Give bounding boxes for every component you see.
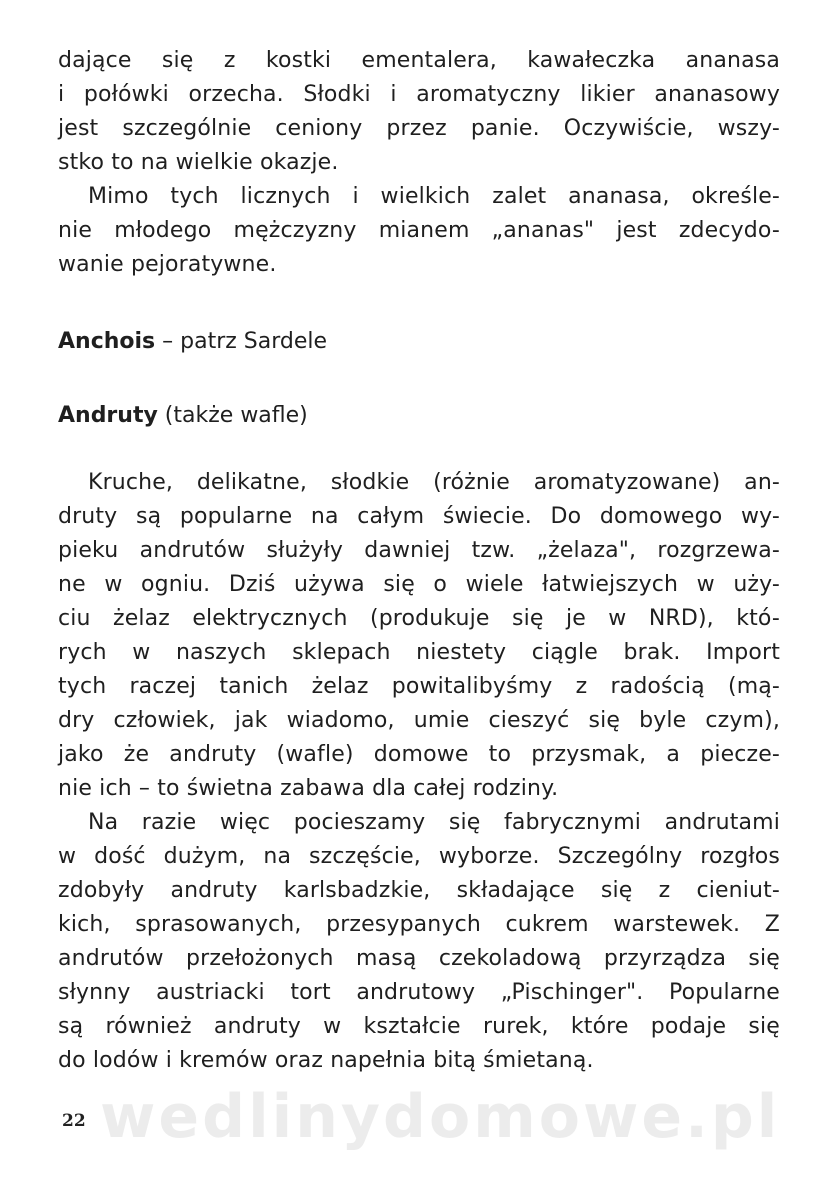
text-line: dry człowiek, jak wiadomo, umie cieszyć się byle czym), — [58, 708, 780, 733]
text-line: w dość dużym, na szczęście, wyborze. Szczególny rozgłos — [58, 844, 780, 869]
entry-reference: – patrz Sardele — [155, 329, 328, 354]
text-line: ciu żelaz elektrycznych (produkuje się je w NRD), któ- — [58, 606, 780, 631]
entry-anchois — [58, 325, 327, 359]
text-line: jako że andruty (wafle) domowe to przysmak, a piecze- — [58, 742, 780, 767]
text-line: są również andruty w kształcie rurek, które podaje się — [58, 1014, 780, 1039]
text-line: rych w naszych sklepach niestety ciągle brak. Import — [58, 640, 780, 665]
text-line: nie młodego mężczyzny mianem „ananas" jest zdecydo- — [58, 218, 780, 243]
text-line: stko to na wielkie okazje. — [58, 150, 339, 175]
text-line: kich, sprasowanych, przesypanych cukrem warstewek. Z — [58, 912, 780, 937]
text-line: Mimo tych licznych i wielkich zalet ananasa, określe- — [88, 184, 780, 209]
text-line: andrutów przełożonych masą czekoladową przyrządza się — [58, 946, 780, 971]
page — [58, 44, 780, 1154]
text-line: Kruche, delikatne, słodkie (różnie aromatyzowane) an- — [88, 470, 780, 495]
watermark: wedlinydomowe.pl — [100, 1082, 781, 1152]
text-line: słynny austriacki tort andrutowy „Pischinger". Popularne — [58, 980, 780, 1005]
entry-andruty — [58, 399, 308, 433]
text-line: jest szczególnie ceniony przez panie. Oczywiście, wszy- — [58, 116, 780, 141]
entry-subtitle: (także wafle) — [157, 403, 308, 428]
text-line: dające się z kostki ementalera, kawałeczka ananasa — [58, 48, 780, 73]
text-line: zdobyły andruty karlsbadzkie, składające się z cieniut- — [58, 878, 780, 903]
text-line: i połówki orzecha. Słodki i aromatyczny likier ananasowy — [58, 82, 780, 107]
text-line: nie ich – to świetna zabawa dla całej rodziny. — [58, 776, 559, 801]
text-line: pieku andrutów służyły dawniej tzw. „żelaza", rozgrzewa- — [58, 538, 780, 563]
text-line: Na razie więc pocieszamy się fabrycznymi andrutami — [88, 810, 780, 835]
entry-term: Anchois — [58, 329, 156, 354]
text-line: tych raczej tanich żelaz powitalibyśmy z radością (mą- — [58, 674, 780, 699]
entry-term: Andruty — [58, 403, 158, 428]
text-line: do lodów i kremów oraz napełnia bitą śmietaną. — [58, 1048, 594, 1073]
text-line: wanie pejoratywne. — [58, 252, 277, 277]
page-number: 22 — [62, 1111, 86, 1131]
text-line: druty są popularne na całym świecie. Do domowego wy- — [58, 504, 780, 529]
text-line: ne w ogniu. Dziś używa się o wiele łatwiejszych w uży- — [58, 572, 780, 597]
